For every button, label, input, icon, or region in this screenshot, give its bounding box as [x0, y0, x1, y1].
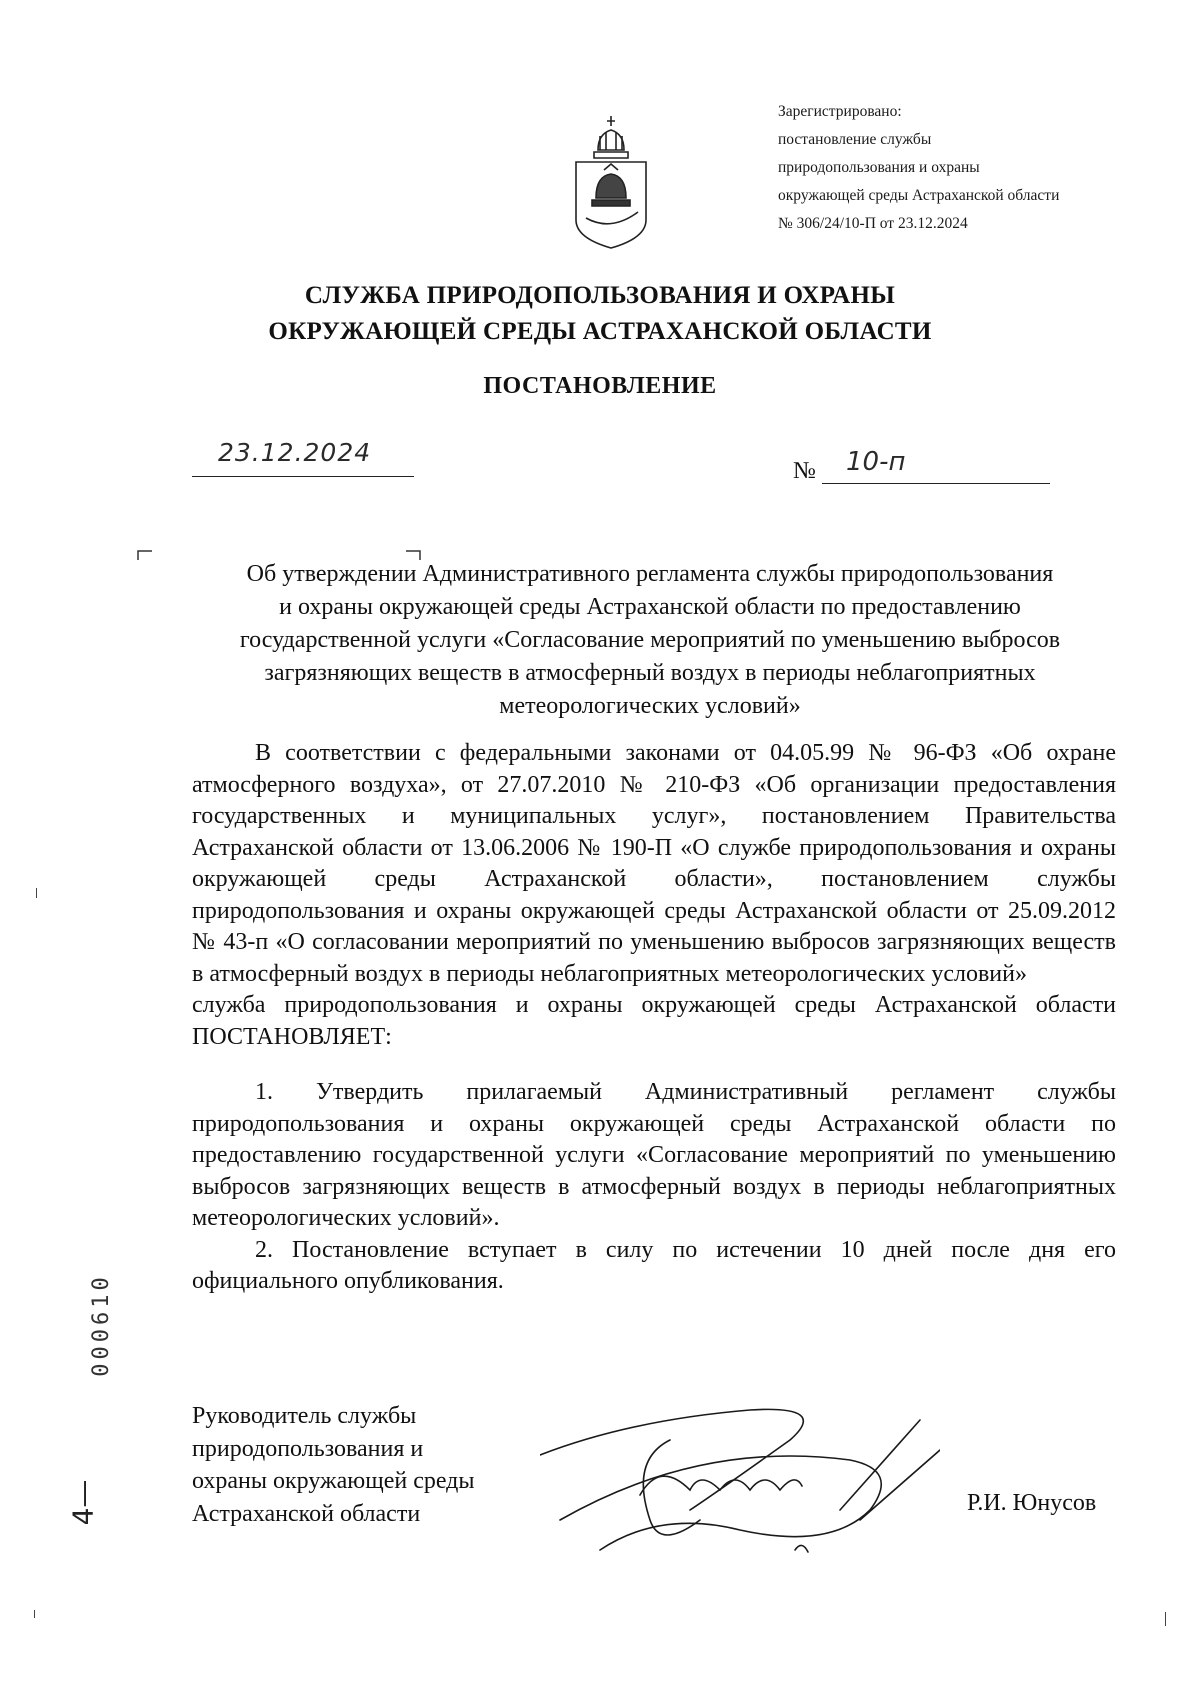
organization-line: ОКРУЖАЮЩЕЙ СРЕДЫ АСТРАХАНСКОЙ ОБЛАСТИ	[268, 318, 932, 345]
subject-line: Об утверждении Административного регламента службы природопользования	[246, 561, 1054, 587]
scan-mark	[1165, 1612, 1166, 1626]
page-mark: 4—	[66, 1479, 100, 1526]
signatory-title-line: Астраханской области	[192, 1500, 421, 1527]
registration-line: окружающей среды Астраханской области	[778, 187, 1060, 204]
date-handwritten: 23.12.2024	[218, 438, 372, 467]
registration-line: природопользования и охраны	[778, 159, 980, 176]
corner-mark	[136, 548, 156, 562]
registration-line: постановление службы	[778, 131, 932, 148]
scan-mark	[36, 888, 37, 898]
organization-line: СЛУЖБА ПРИРОДОПОЛЬЗОВАНИЯ И ОХРАНЫ	[304, 282, 896, 309]
resolution-item: 1. Утвердить прилагаемый Административный регламент службы природопользования и охраны окружающей среды Астраханской области по предоставлению государственной услуги «Согласование мероприятий по уменьшению выбросов загрязняющих веществ в атмосферный воздух в периоды неблагоприятных метеорологических условий».	[192, 1079, 1116, 1231]
subject-line: загрязняющих веществ в атмосферный воздух в периоды неблагоприятных	[264, 660, 1036, 686]
document-subject	[180, 558, 1120, 723]
date-underline	[192, 476, 414, 477]
document-type-title: ПОСТАНОВЛЕНИЕ	[483, 373, 717, 399]
resolution-item: 2. Постановление вступает в силу по истечении 10 дней после дня его официального опубликования.	[192, 1236, 1116, 1294]
number-handwritten: 10-п	[846, 447, 906, 477]
registration-line: № 306/24/10-П от 23.12.2024	[778, 215, 968, 232]
preamble-paragraph: В соответствии с федеральными законами от 04.05.99 № 96-ФЗ «Об охране атмосферного воздуха», от 27.07.2010 № 210-ФЗ «Об организации предоставления государственных и муниципальных услуг», постановлением Правительства Астраханской области от 13.06.2006 № 190-П «О службе природопользования и охраны окружающей среды Астраханской области», постановлением службы природопользования и охраны окружающей среды Астраханской области от 25.09.2012 № 43-п «О согласовании мероприятий по уменьшению выбросов загрязняющих веществ в атмосферный воздух в периоды неблагоприятных метеорологических условий»	[192, 740, 1116, 987]
handwritten-signature	[540, 1400, 940, 1560]
resolves-paragraph: служба природопользования и охраны окружающей среды Астраханской области ПОСТАНОВЛЯЕТ:	[192, 992, 1116, 1050]
signatory-title-line: Руководитель службы	[192, 1403, 417, 1429]
registry-stamp: 000610	[89, 1273, 114, 1377]
signatory-title	[192, 1400, 475, 1530]
coat-of-arms-emblem	[570, 112, 652, 252]
subject-line: и охраны окружающей среды Астраханской области по предоставлению	[279, 594, 1021, 620]
subject-line: метеорологических условий»	[499, 693, 801, 719]
signatory-name: Р.И. Юнусов	[967, 1490, 1097, 1516]
number-label: №	[793, 458, 816, 484]
subject-line: государственной услуги «Согласование мероприятий по уменьшению выбросов	[239, 627, 1061, 653]
scan-mark	[34, 1610, 35, 1618]
number-underline	[822, 483, 1050, 484]
registration-line: Зарегистрировано:	[778, 103, 902, 120]
signatory-title-line: охраны окружающей среды	[192, 1468, 475, 1494]
organization-heading	[0, 278, 1200, 350]
registration-note	[778, 98, 1178, 238]
signatory-title-line: природопользования и	[192, 1435, 424, 1462]
document-body	[192, 738, 1116, 1298]
